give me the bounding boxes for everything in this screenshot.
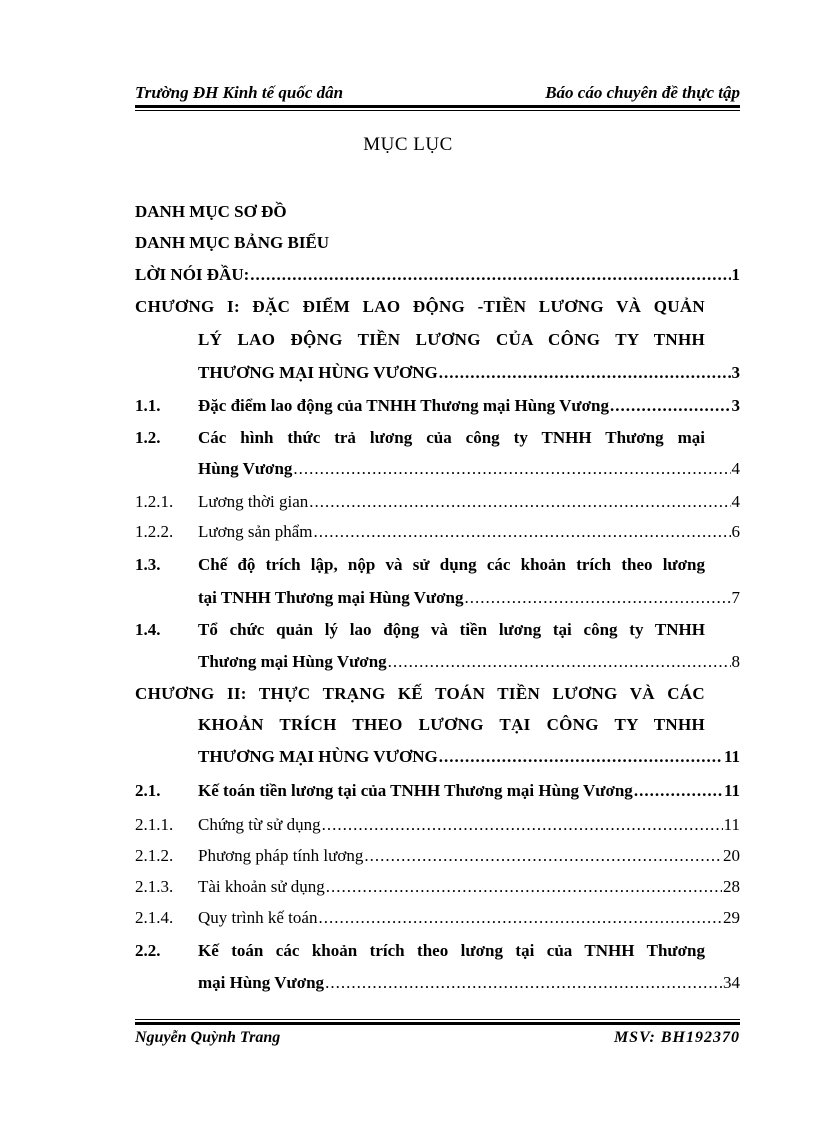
toc-entry-text: Đặc điểm lao động của TNHH Thương mại Hùng Vương	[198, 396, 609, 415]
header-report-type: Báo cáo chuyên đề thực tập	[545, 83, 740, 102]
toc-page-number: 3	[731, 363, 740, 382]
dot-leader	[439, 363, 731, 383]
toc-number: 2.1.2.	[135, 846, 174, 865]
toc-page-number: 3	[731, 396, 740, 415]
toc-entry-1-1[interactable]	[198, 396, 740, 416]
toc-number: 2.1.4.	[135, 908, 174, 927]
page-footer	[135, 1029, 740, 1051]
toc-entry-2-2-line1[interactable]: Kế toán các khoản trích theo lương tại của TNHH Thương	[198, 941, 705, 960]
dot-leader	[610, 396, 731, 416]
toc-entry-text: Hùng Vương	[198, 459, 293, 478]
toc-entry-1-4-line1[interactable]: Tổ chức quản lý lao động và tiền lương tại công ty TNHH	[198, 620, 705, 639]
toc-number: 1.4.	[135, 620, 161, 639]
toc-table-list[interactable]: DANH MỤC BẢNG BIỂU	[135, 233, 330, 252]
toc-page-number: 11	[723, 815, 740, 834]
toc-entry-2-1-2[interactable]	[198, 846, 740, 866]
dot-leader	[309, 492, 730, 512]
toc-number: 2.2.	[135, 941, 161, 960]
toc-chapter2-line1[interactable]: CHƯƠNG II: THỰC TRẠNG KẾ TOÁN TIỀN LƯƠNG VÀ CÁC	[135, 684, 705, 703]
footer-author: Nguyễn Quỳnh Trang	[135, 1029, 281, 1046]
toc-page-number: 8	[731, 652, 740, 671]
dot-leader	[388, 652, 731, 672]
toc-entry-1-2-2[interactable]	[198, 522, 740, 542]
toc-entry-1-4[interactable]	[198, 652, 740, 672]
toc-entry-1-2[interactable]	[198, 459, 740, 479]
toc-page-number: 29	[723, 908, 740, 927]
dot-leader	[326, 877, 722, 897]
toc-entry-text: Chứng từ sử dụng	[198, 815, 321, 834]
toc-chapter2-line3[interactable]	[198, 747, 740, 767]
toc-entry-text: Thương mại Hùng Vương	[198, 652, 387, 671]
toc-page-number: 4	[731, 459, 740, 478]
toc-entry-text: Kế toán tiền lương tại của TNHH Thương mại Hùng Vương	[198, 781, 633, 800]
dot-leader	[293, 459, 730, 479]
toc-entry-text: Lương thời gian	[198, 492, 309, 511]
toc-chapter2-line2[interactable]: KHOẢN TRÍCH THEO LƯƠNG TẠI CÔNG TY TNHH	[198, 715, 705, 734]
toc-entry-2-2[interactable]	[198, 973, 740, 993]
toc-entry-text: Quy trình kế toán	[198, 908, 318, 927]
toc-page-number: 34	[723, 973, 740, 992]
toc-entry-2-1-3[interactable]	[198, 877, 740, 897]
toc-page-number: 7	[731, 588, 740, 607]
toc-page-number: 20	[723, 846, 740, 865]
toc-entry-2-1-1[interactable]	[198, 815, 740, 835]
toc-number: 2.1.3.	[135, 877, 174, 896]
toc-entry-1-3-line1[interactable]: Chế độ trích lập, nộp và sử dụng các khoản trích theo lương	[198, 555, 705, 574]
dot-leader	[314, 522, 731, 542]
toc-page-number: 11	[723, 781, 740, 800]
dot-leader	[634, 781, 723, 801]
toc-entry-text: THƯƠNG MẠI HÙNG VƯƠNG	[198, 363, 438, 382]
toc-number: 1.1.	[135, 396, 161, 415]
dot-leader	[250, 265, 730, 285]
toc-entry-text: mại Hùng Vương	[198, 973, 325, 992]
toc-chapter1-line3[interactable]	[198, 363, 740, 383]
toc-entry-text: tại TNHH Thương mại Hùng Vương	[198, 588, 464, 607]
page-title: MỤC LỤC	[363, 134, 453, 155]
toc-chapter1-line2[interactable]: LÝ LAO ĐỘNG TIỀN LƯƠNG CỦA CÔNG TY TNHH	[198, 330, 705, 349]
toc-number: 1.2.2.	[135, 522, 174, 541]
toc-number: 1.2.1.	[135, 492, 174, 511]
toc-number: 1.3.	[135, 555, 161, 574]
toc-number: 2.1.	[135, 781, 161, 800]
toc-chapter1-line1[interactable]: CHƯƠNG I: ĐẶC ĐIỂM LAO ĐỘNG -TIỀN LƯƠNG VÀ QUẢN	[135, 297, 705, 316]
footer-student-id: MSV: BH192370	[613, 1029, 740, 1046]
toc-number: 2.1.1.	[135, 815, 174, 834]
dot-leader	[318, 908, 722, 928]
dot-leader	[325, 973, 722, 993]
toc-entry-1-2-line1[interactable]: Các hình thức trả lương của công ty TNHH Thương mại	[198, 428, 705, 447]
toc-entry-text: LỜI NÓI ĐẦU:	[135, 265, 250, 284]
toc-entry-1-2-1[interactable]	[198, 492, 740, 512]
toc-entry-preface[interactable]	[135, 265, 740, 285]
dot-leader	[465, 588, 731, 608]
toc-page-number: 28	[723, 877, 740, 896]
toc-number: 1.2.	[135, 428, 161, 447]
dot-leader	[364, 846, 722, 866]
header-school: Trường ĐH Kinh tế quốc dân	[135, 83, 344, 102]
footer-rule	[135, 1022, 740, 1025]
toc-entry-text: Lương sản phẩm	[198, 522, 313, 541]
toc-diagram-list[interactable]: DANH MỤC SƠ ĐỒ	[135, 202, 287, 221]
toc-page-number: 4	[731, 492, 740, 511]
toc-page-number: 1	[731, 265, 740, 284]
dot-leader	[322, 815, 723, 835]
toc-entry-1-3[interactable]	[198, 588, 740, 608]
toc-entry-text: Phương pháp tính lương	[198, 846, 364, 865]
toc-page-number: 6	[731, 522, 740, 541]
toc-entry-text: Tài khoản sử dụng	[198, 877, 325, 896]
toc-page-number: 11	[723, 747, 740, 766]
dot-leader	[439, 747, 723, 767]
toc-entry-text: THƯƠNG MẠI HÙNG VƯƠNG	[198, 747, 438, 766]
toc-entry-2-1-4[interactable]	[198, 908, 740, 928]
footer-rule-thin	[135, 1019, 740, 1020]
toc-entry-2-1[interactable]	[198, 781, 740, 801]
